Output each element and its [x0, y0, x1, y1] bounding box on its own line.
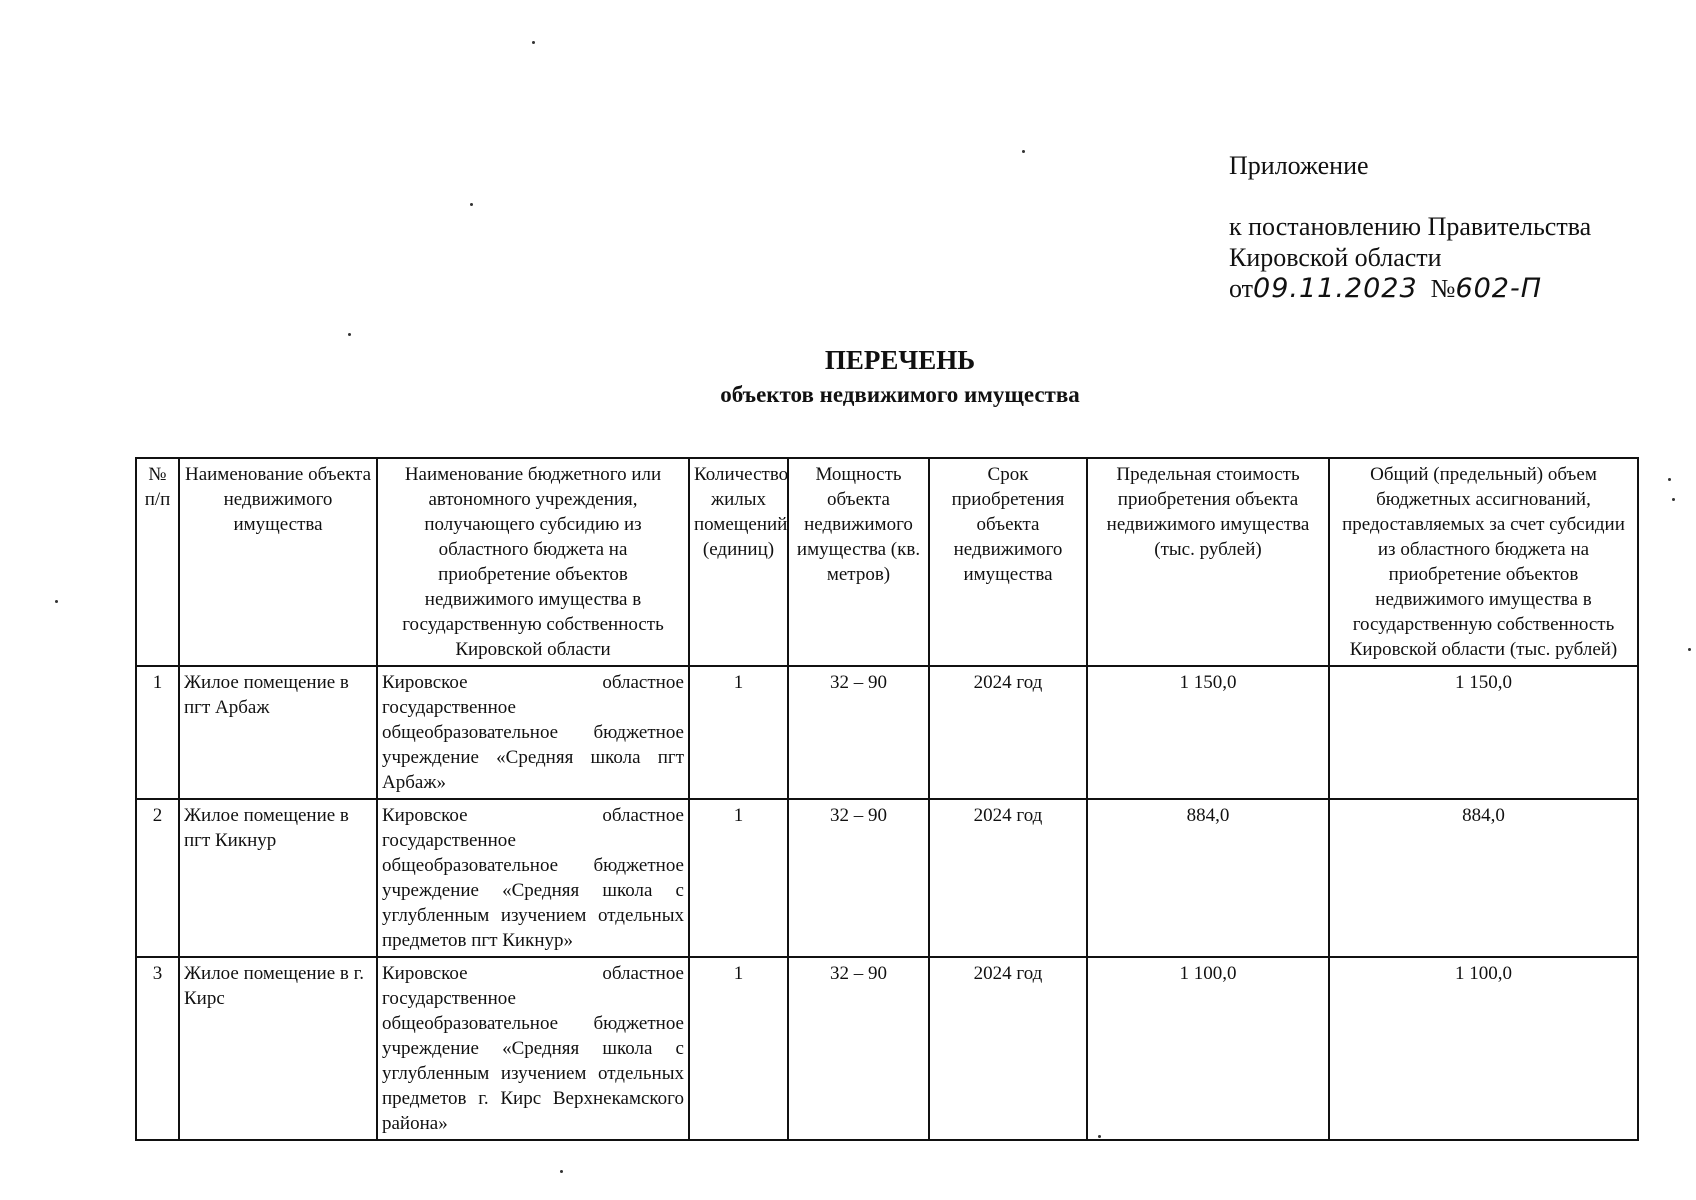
resolution-line-1: к постановлению Правительства — [1229, 212, 1592, 241]
cell-term: 2024 год — [929, 666, 1087, 799]
col-header-max-cost: Предельная стоимость приобретения объекта недвижимого имущества (тыс. рублей) — [1087, 458, 1329, 666]
handwritten-date: 09.11.2023 — [1253, 273, 1418, 304]
number-prefix: № — [1430, 274, 1456, 303]
cell-term: 2024 год — [929, 799, 1087, 957]
col-header-term: Срок приобретения объекта недвижимого имущества — [929, 458, 1087, 666]
resolution-date-number — [1229, 273, 1591, 304]
table-header-row — [136, 458, 1638, 666]
scan-speck — [1098, 1135, 1101, 1138]
scan-speck — [532, 41, 535, 44]
col-header-object: Наименование объекта недвижимого имущества — [179, 458, 377, 666]
cell-total-budget: 1 150,0 — [1329, 666, 1638, 799]
handwritten-number: 602-П — [1455, 273, 1543, 304]
appendix-label: Приложение — [1229, 151, 1369, 180]
cell-institution: Кировское областное государственное общеобразовательное бюджетное учреждение «Средняя школа пгт Арбаж» — [377, 666, 689, 799]
col-header-total-budget: Общий (предельный) объем бюджетных ассигнований, предоставляемых за счет субсидии из областного бюджета на приобретение объектов недвижимого имущества в государственную собственность Кировской области (тыс. рублей) — [1329, 458, 1638, 666]
cell-max-cost: 884,0 — [1087, 799, 1329, 957]
col-header-institution: Наименование бюджетного или автономного учреждения, получающего субсидию из областного бюджета на приобретение объектов недвижимого имущества в государственную собственность Кировской области — [377, 458, 689, 666]
scan-speck — [560, 1170, 563, 1173]
cell-quantity: 1 — [689, 799, 788, 957]
cell-capacity: 32 – 90 — [788, 666, 929, 799]
appendix-header — [1229, 150, 1591, 304]
scan-speck — [1672, 498, 1675, 501]
cell-object: Жилое помещение в пгт Кикнур — [179, 799, 377, 957]
table-row — [136, 666, 1638, 799]
col-header-quantity: Количество жилых помещений (единиц) — [689, 458, 788, 666]
resolution-line-2: Кировской области — [1229, 243, 1442, 272]
cell-number: 2 — [136, 799, 179, 957]
table-row — [136, 957, 1638, 1140]
cell-capacity: 32 – 90 — [788, 957, 929, 1140]
cell-total-budget: 1 100,0 — [1329, 957, 1638, 1140]
cell-institution: Кировское областное государственное общеобразовательное бюджетное учреждение «Средняя школа с углубленным изучением отдельных предметов г. Кирс Верхнекамского района» — [377, 957, 689, 1140]
scan-speck — [55, 600, 58, 603]
cell-total-budget: 884,0 — [1329, 799, 1638, 957]
document-subtitle: объектов недвижимого имущества — [720, 382, 1080, 407]
cell-max-cost: 1 150,0 — [1087, 666, 1329, 799]
cell-number: 1 — [136, 666, 179, 799]
cell-object: Жилое помещение в пгт Арбаж — [179, 666, 377, 799]
cell-object: Жилое помещение в г. Кирс — [179, 957, 377, 1140]
cell-max-cost: 1 100,0 — [1087, 957, 1329, 1140]
scan-speck — [1688, 648, 1691, 651]
cell-capacity: 32 – 90 — [788, 799, 929, 957]
cell-term: 2024 год — [929, 957, 1087, 1140]
property-table — [135, 457, 1639, 1141]
scan-speck — [348, 333, 351, 336]
cell-institution: Кировское областное государственное общеобразовательное бюджетное учреждение «Средняя школа с углубленным изучением отдельных предметов пгт Кикнур» — [377, 799, 689, 957]
cell-quantity: 1 — [689, 666, 788, 799]
col-header-number: № п/п — [136, 458, 179, 666]
cell-quantity: 1 — [689, 957, 788, 1140]
cell-number: 3 — [136, 957, 179, 1140]
table-row — [136, 799, 1638, 957]
scan-speck — [1668, 478, 1671, 481]
col-header-capacity: Мощность объекта недвижимого имущества (кв. метров) — [788, 458, 929, 666]
date-prefix: от — [1229, 274, 1254, 303]
document-title: ПЕРЕЧЕНЬ — [824, 345, 976, 375]
scan-speck — [470, 203, 473, 206]
scan-speck — [1022, 150, 1025, 153]
